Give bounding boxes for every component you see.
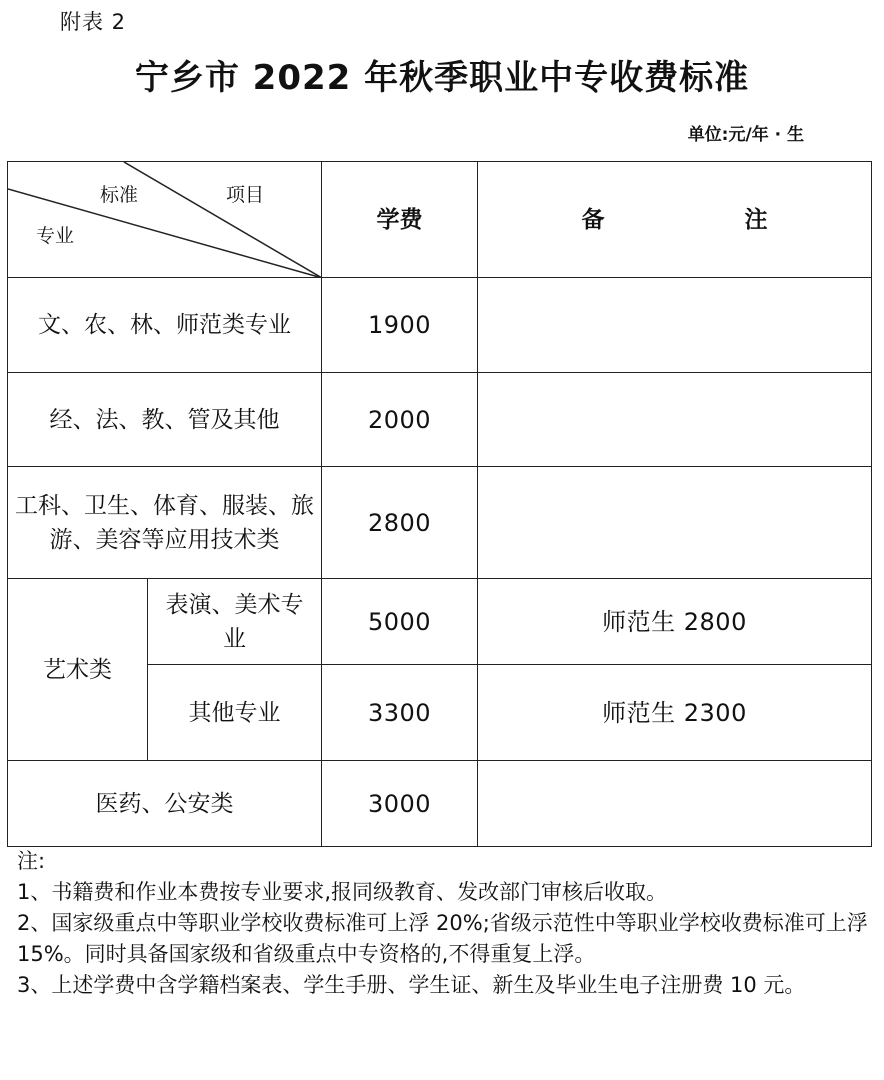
table-row bbox=[8, 579, 872, 665]
major-cell: 医药、公安类 bbox=[8, 761, 322, 847]
table-header-row bbox=[8, 162, 872, 278]
tuition-header: 学费 bbox=[322, 162, 478, 278]
tuition-cell: 2800 bbox=[322, 467, 478, 579]
note-item: 1、书籍费和作业本费按专业要求,报同级教育、发改部门审核后收取。 bbox=[17, 880, 668, 904]
table-row bbox=[8, 373, 872, 467]
table-row bbox=[8, 278, 872, 373]
art-category-cell: 艺术类 bbox=[8, 579, 148, 761]
unit-label: 单位:元/年 · 生 bbox=[687, 125, 804, 145]
notes-heading: 注: bbox=[17, 849, 46, 873]
table-row bbox=[8, 761, 872, 847]
remark-cell bbox=[478, 761, 872, 847]
page-title: 宁乡市 2022 年秋季职业中专收费标准 bbox=[134, 58, 750, 98]
diagonal-lines bbox=[8, 162, 322, 278]
note-item: 2、国家级重点中等职业学校收费标准可上浮 20%;省级示范性中等职业学校收费标准可上浮 15%。同时具备国家级和省级重点中专资格的,不得重复上浮。 bbox=[17, 911, 868, 966]
remark-cell bbox=[478, 278, 872, 373]
major-cell: 文、农、林、师范类专业 bbox=[8, 278, 322, 373]
major-cell: 其他专业 bbox=[148, 665, 322, 761]
tuition-cell: 3300 bbox=[322, 665, 478, 761]
note-item: 3、上述学费中含学籍档案表、学生手册、学生证、新生及毕业生电子注册费 10 元。 bbox=[17, 973, 806, 997]
remark-header bbox=[478, 162, 872, 278]
table-row bbox=[8, 467, 872, 579]
diag-item-label: 项目 bbox=[226, 184, 265, 206]
remark-header-left: 备 bbox=[581, 206, 605, 233]
fee-table bbox=[7, 161, 872, 847]
tuition-cell: 5000 bbox=[322, 579, 478, 665]
tuition-cell: 1900 bbox=[322, 278, 478, 373]
remark-cell bbox=[478, 373, 872, 467]
remark-header-right: 注 bbox=[744, 206, 768, 233]
major-cell: 经、法、教、管及其他 bbox=[8, 373, 322, 467]
diag-standard-label: 标准 bbox=[100, 184, 139, 206]
major-cell: 表演、美术专业 bbox=[148, 579, 322, 665]
attachment-label: 附表 2 bbox=[60, 10, 127, 34]
diagonal-header-cell bbox=[8, 162, 322, 278]
remark-cell: 师范生 2800 bbox=[478, 579, 872, 665]
notes-section bbox=[17, 846, 873, 1001]
remark-cell: 师范生 2300 bbox=[478, 665, 872, 761]
major-cell: 工科、卫生、体育、服装、旅游、美容等应用技术类 bbox=[8, 467, 322, 579]
tuition-cell: 2000 bbox=[322, 373, 478, 467]
tuition-cell: 3000 bbox=[322, 761, 478, 847]
remark-cell bbox=[478, 467, 872, 579]
diag-major-label: 专业 bbox=[36, 225, 75, 247]
